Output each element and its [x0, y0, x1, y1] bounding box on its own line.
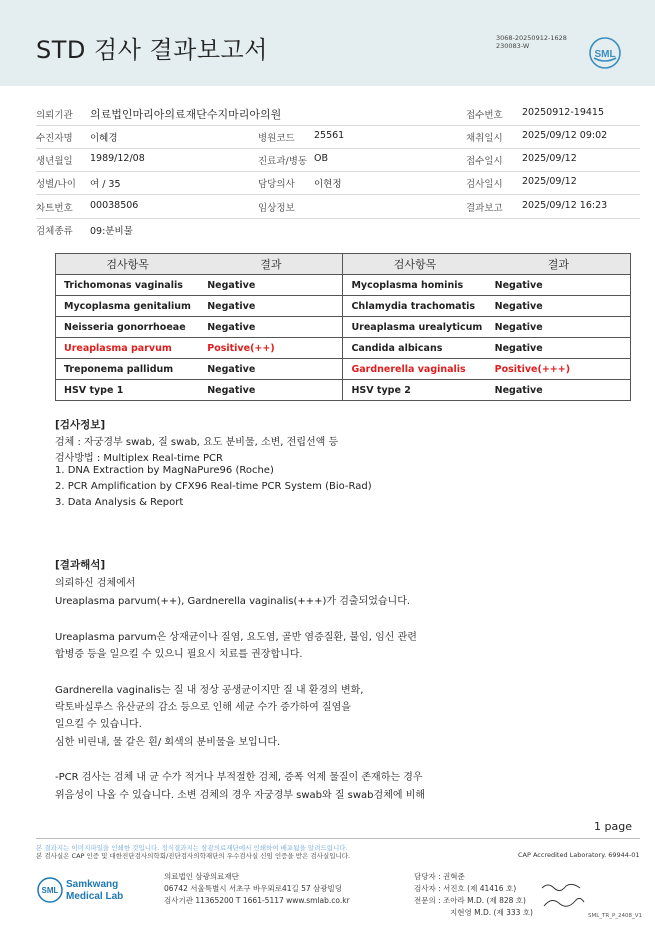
info-row-institution — [36, 102, 640, 126]
test-result-right: Negative — [487, 275, 631, 296]
result-row — [56, 296, 631, 317]
reported-label: 결과보고 — [466, 203, 503, 214]
tested-value: 2025/09/12 — [522, 176, 577, 187]
specialist-2: 지현영 M.D. (제 333 호) — [450, 908, 533, 917]
interpretation-line: 합병증 등을 일으킬 수 있으니 필요시 치료를 권장합니다. — [55, 649, 303, 660]
org-contact: 검사기관 11365200 T 1661-5117 www.smlab.co.kr — [164, 896, 350, 905]
info-row-sex-age — [36, 171, 640, 195]
sex-age-value: 여 / 35 — [90, 179, 121, 190]
interpretation-line: 의뢰하신 검체에서 — [55, 578, 136, 589]
interpretation-line: 락토바실루스 유산균의 감소 등으로 인해 세균 수가 증가하여 질염을 — [55, 702, 351, 713]
chart-no-label: 차트번호 — [36, 203, 73, 214]
examiner: 검사자 : 서진호 (제 41416 호) — [414, 884, 517, 893]
interpretation-line: Ureaplasma parvum은 상재균이나 질염, 요도염, 골반 염증질환, 불임, 임신 관련 — [55, 632, 417, 643]
info-row-chart-no — [36, 195, 640, 219]
clinical-label: 임상정보 — [258, 203, 295, 214]
test-result-left: Negative — [199, 359, 343, 380]
hospital-code-label: 병원코드 — [258, 133, 295, 144]
result-row — [56, 317, 631, 338]
org-name: 의료법인 삼광의료재단 — [164, 872, 239, 881]
patient-value: 이혜경 — [90, 133, 118, 144]
interpretation-line: Ureaplasma parvum(++), Gardnerella vaginalis(+++)가 검출되었습니다. — [55, 596, 411, 607]
sml-logo-text: SML — [594, 49, 616, 60]
test-result-right: Negative — [487, 317, 631, 338]
test-name-left: Mycoplasma genitalium — [56, 296, 200, 317]
interpretation-line: Gardnerella vaginalis는 질 내 정상 공생균이지만 질 내 환경의 변화, — [55, 685, 364, 696]
interpretation-line: 위음성이 나올 수 있습니다. 소변 검체의 경우 자궁경부 swab와 질 swab검체에 비해 — [55, 790, 426, 801]
test-result-left: Negative — [199, 380, 343, 401]
specimen-label: 검체종류 — [36, 226, 73, 237]
interpretation-line: 심한 비린내, 물 같은 흰/ 회색의 분비물을 보입니다. — [55, 737, 281, 748]
test-result-right: Negative — [487, 380, 631, 401]
result-row — [56, 380, 631, 401]
patient-label: 수진자명 — [36, 133, 73, 144]
dob-label: 생년월일 — [36, 156, 73, 167]
page-number: 1 page — [594, 820, 632, 833]
interpretation-heading: [결과해석] — [55, 559, 106, 571]
receipt-no-label: 접수번호 — [466, 110, 503, 121]
hospital-code-value: 25561 — [314, 130, 345, 141]
samkwang-logo-line1: Samkwang — [66, 879, 119, 890]
result-row — [56, 359, 631, 380]
dept-value: OB — [314, 153, 328, 164]
report-code-line1: 3068-20250912-1628 — [496, 34, 567, 42]
received-label: 접수일시 — [466, 156, 503, 167]
certification-notice: 본 검사실은 CAP 인증 및 대한진단검사의학회/진단검사의학재단의 우수검사실 신임 인증을 받은 검사실입니다. — [36, 852, 351, 860]
test-name-right: Candida albicans — [343, 338, 487, 359]
dob-value: 1989/12/08 — [90, 153, 145, 164]
manager: 담당자 : 권혁준 — [414, 872, 465, 881]
doctor-label: 담당의사 — [258, 179, 295, 190]
samkwang-logo-icon — [36, 870, 136, 910]
test-result-right: Negative — [487, 296, 631, 317]
test-name-right: Chlamydia trachomatis — [343, 296, 487, 317]
reported-value: 2025/09/12 16:23 — [522, 200, 608, 211]
report-code-line2: 230083-W — [496, 42, 530, 50]
header-result-right: 결과 — [487, 254, 631, 275]
test-result-left: Negative — [199, 317, 343, 338]
interpretation-line: 일으킬 수 있습니다. — [55, 719, 142, 730]
header-result-left: 결과 — [199, 254, 343, 275]
test-result-left: Negative — [199, 296, 343, 317]
header-test-item-left: 검사항목 — [56, 254, 200, 275]
test-name-right: Mycoplasma hominis — [343, 275, 487, 296]
info-row-patient — [36, 125, 640, 149]
test-info-line: 1. DNA Extraction by MagNaPure96 (Roche) — [55, 465, 274, 476]
received-value: 2025/09/12 — [522, 153, 577, 164]
info-row-dob — [36, 148, 640, 172]
collected-value: 2025/09/12 09:02 — [522, 130, 608, 141]
signature-icon — [538, 876, 588, 914]
specialist-1: 전문의 : 조아라 M.D. (제 828 호) — [414, 896, 526, 905]
result-row — [56, 275, 631, 296]
cap-accreditation: CAP Accredited Laboratory. 69944-01 — [518, 851, 640, 859]
org-address: 06742 서울특별시 서초구 바우뫼로41길 57 삼광빌딩 — [164, 884, 343, 893]
samkwang-logo-sml: SML — [41, 886, 59, 895]
interpretation-line: -PCR 검사는 검체 내 균 수가 적거나 부적절한 검체, 증폭 억제 물질이 존재하는 경우 — [55, 772, 423, 783]
doctor-value: 이현정 — [314, 179, 342, 190]
test-result-right: Positive(+++) — [487, 359, 631, 380]
specimen-value: 09:분비물 — [90, 226, 133, 237]
test-name-right: Gardnerella vaginalis — [343, 359, 487, 380]
receipt-no-value: 20250912-19415 — [522, 107, 605, 118]
samkwang-logo-line2: Medical Lab — [66, 891, 124, 902]
form-code: SML_TR_P_2408_V1 — [588, 913, 643, 919]
test-result-right: Negative — [487, 338, 631, 359]
test-result-left: Positive(++) — [199, 338, 343, 359]
chart-no-value: 00038506 — [90, 200, 139, 211]
test-name-right: HSV type 2 — [343, 380, 487, 401]
info-row-specimen — [36, 218, 640, 241]
results-header-row — [56, 254, 631, 275]
header-test-item-right: 검사항목 — [343, 254, 487, 275]
test-result-left: Negative — [199, 275, 343, 296]
image-print-notice: 본 결과지는 이미지파일을 인쇄한 것입니다. 정식결과지는 삼광의료재단에서 인쇄하여 배포됨을 알려드립니다. — [36, 844, 348, 852]
test-name-left: Trichomonas vaginalis — [56, 275, 200, 296]
test-info-line: 검사방법 : Multiplex Real-time PCR — [55, 453, 223, 464]
test-name-left: Treponema pallidum — [56, 359, 200, 380]
dept-label: 진료과/병동 — [258, 156, 308, 167]
collected-label: 채취일시 — [466, 133, 503, 144]
test-name-left: Neisseria gonorrhoeae — [56, 317, 200, 338]
footer-divider — [36, 838, 640, 839]
results-table — [55, 253, 631, 401]
test-name-right: Ureaplasma urealyticum — [343, 317, 487, 338]
sex-age-label: 성별/나이 — [36, 179, 76, 190]
result-row — [56, 338, 631, 359]
test-name-left: Ureaplasma parvum — [56, 338, 200, 359]
report-header — [0, 0, 655, 86]
sml-logo-icon — [588, 36, 622, 70]
tested-label: 검사일시 — [466, 179, 503, 190]
institution-label: 의뢰기관 — [36, 110, 73, 121]
test-info-line: 검체 : 자궁경부 swab, 질 swab, 요도 분비물, 소변, 전립선액 등 — [55, 437, 339, 448]
institution-value: 의료법인마리아의료재단수지마리아의원 — [90, 108, 282, 121]
test-info-heading: [검사정보] — [55, 419, 106, 431]
test-info-line: 2. PCR Amplification by CFX96 Real-time PCR System (Bio-Rad) — [55, 481, 372, 492]
test-info-line: 3. Data Analysis & Report — [55, 497, 184, 508]
test-name-left: HSV type 1 — [56, 380, 200, 401]
report-title: STD 검사 결과보고서 — [36, 36, 268, 64]
